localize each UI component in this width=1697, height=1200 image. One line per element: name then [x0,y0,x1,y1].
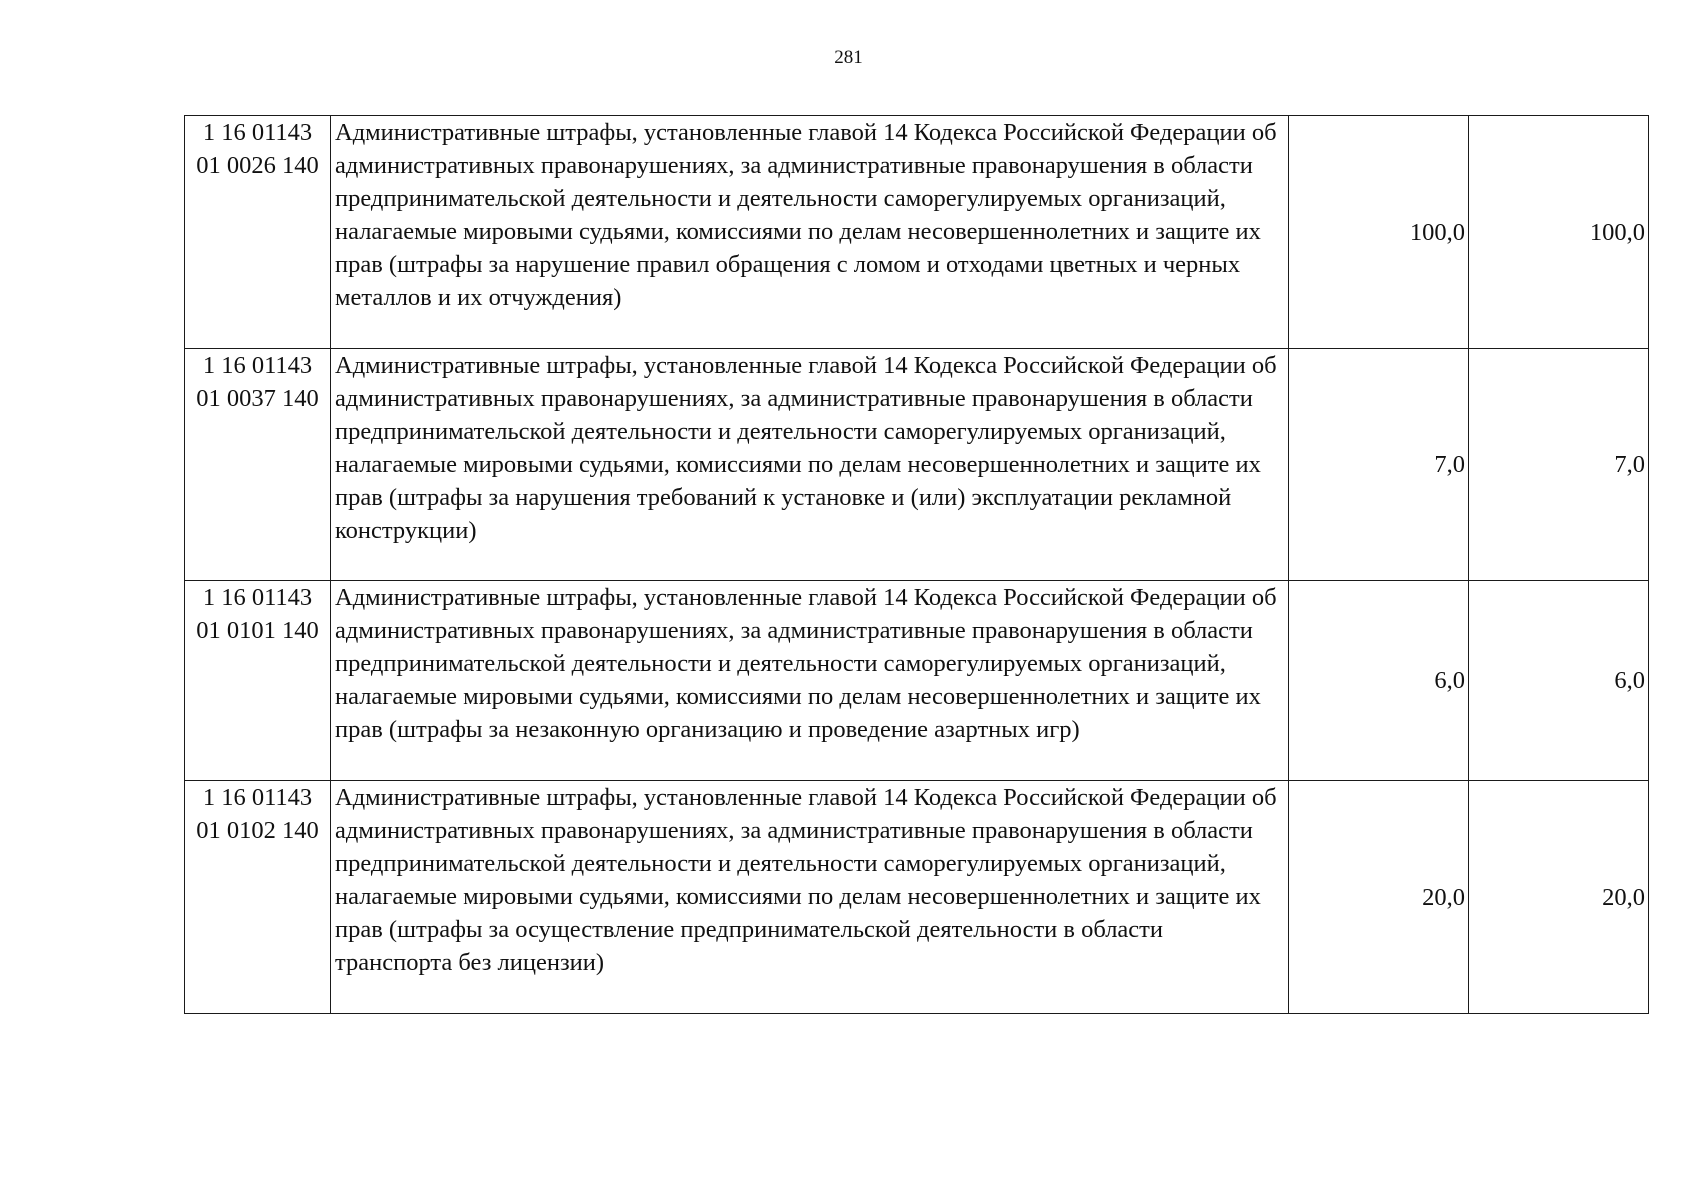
amount-cell-2: 7,0 [1469,349,1649,581]
budget-code-cell: 1 16 01143 01 0102 140 [185,781,331,1014]
amount-cell-1: 20,0 [1289,781,1469,1014]
amount-cell-2: 20,0 [1469,781,1649,1014]
budget-code-cell: 1 16 01143 01 0037 140 [185,349,331,581]
amount-cell-1: 6,0 [1289,581,1469,781]
amount-cell-2: 100,0 [1469,116,1649,349]
description-cell: Административные штрафы, установленные главой 14 Кодекса Российской Федерации об административных правонарушениях, за административные правонарушения в области предпринимательской деятельности и деятельности саморегулируемых организаций, налагаемые мировыми судьями, комиссиями по делам несовершеннолетних и защите их прав (штрафы за осуществление предпринимательской деятельности в области транспорта без лицензии) [331,781,1289,1014]
table-row [185,581,1649,781]
amount-cell-1: 7,0 [1289,349,1469,581]
description-cell: Административные штрафы, установленные главой 14 Кодекса Российской Федерации об административных правонарушениях, за административные правонарушения в области предпринимательской деятельности и деятельности саморегулируемых организаций, налагаемые мировыми судьями, комиссиями по делам несовершеннолетних и защите их прав (штрафы за нарушение правил обращения с ломом и отходами цветных и черных металлов и их отчуждения) [331,116,1289,349]
budget-code-cell: 1 16 01143 01 0101 140 [185,581,331,781]
table-row [185,781,1649,1014]
page-number: 281 [834,47,863,68]
table-row [185,116,1649,349]
budget-code-cell: 1 16 01143 01 0026 140 [185,116,331,349]
revenue-table [184,115,1649,1014]
amount-cell-2: 6,0 [1469,581,1649,781]
description-cell: Административные штрафы, установленные главой 14 Кодекса Российской Федерации об административных правонарушениях, за административные правонарушения в области предпринимательской деятельности и деятельности саморегулируемых организаций, налагаемые мировыми судьями, комиссиями по делам несовершеннолетних и защите их прав (штрафы за нарушения требований к установке и (или) эксплуатации рекламной конструкции) [331,349,1289,581]
description-cell: Административные штрафы, установленные главой 14 Кодекса Российской Федерации об административных правонарушениях, за административные правонарушения в области предпринимательской деятельности и деятельности саморегулируемых организаций, налагаемые мировыми судьями, комиссиями по делам несовершеннолетних и защите их прав (штрафы за незаконную организацию и проведение азартных игр) [331,581,1289,781]
amount-cell-1: 100,0 [1289,116,1469,349]
table-row [185,349,1649,581]
